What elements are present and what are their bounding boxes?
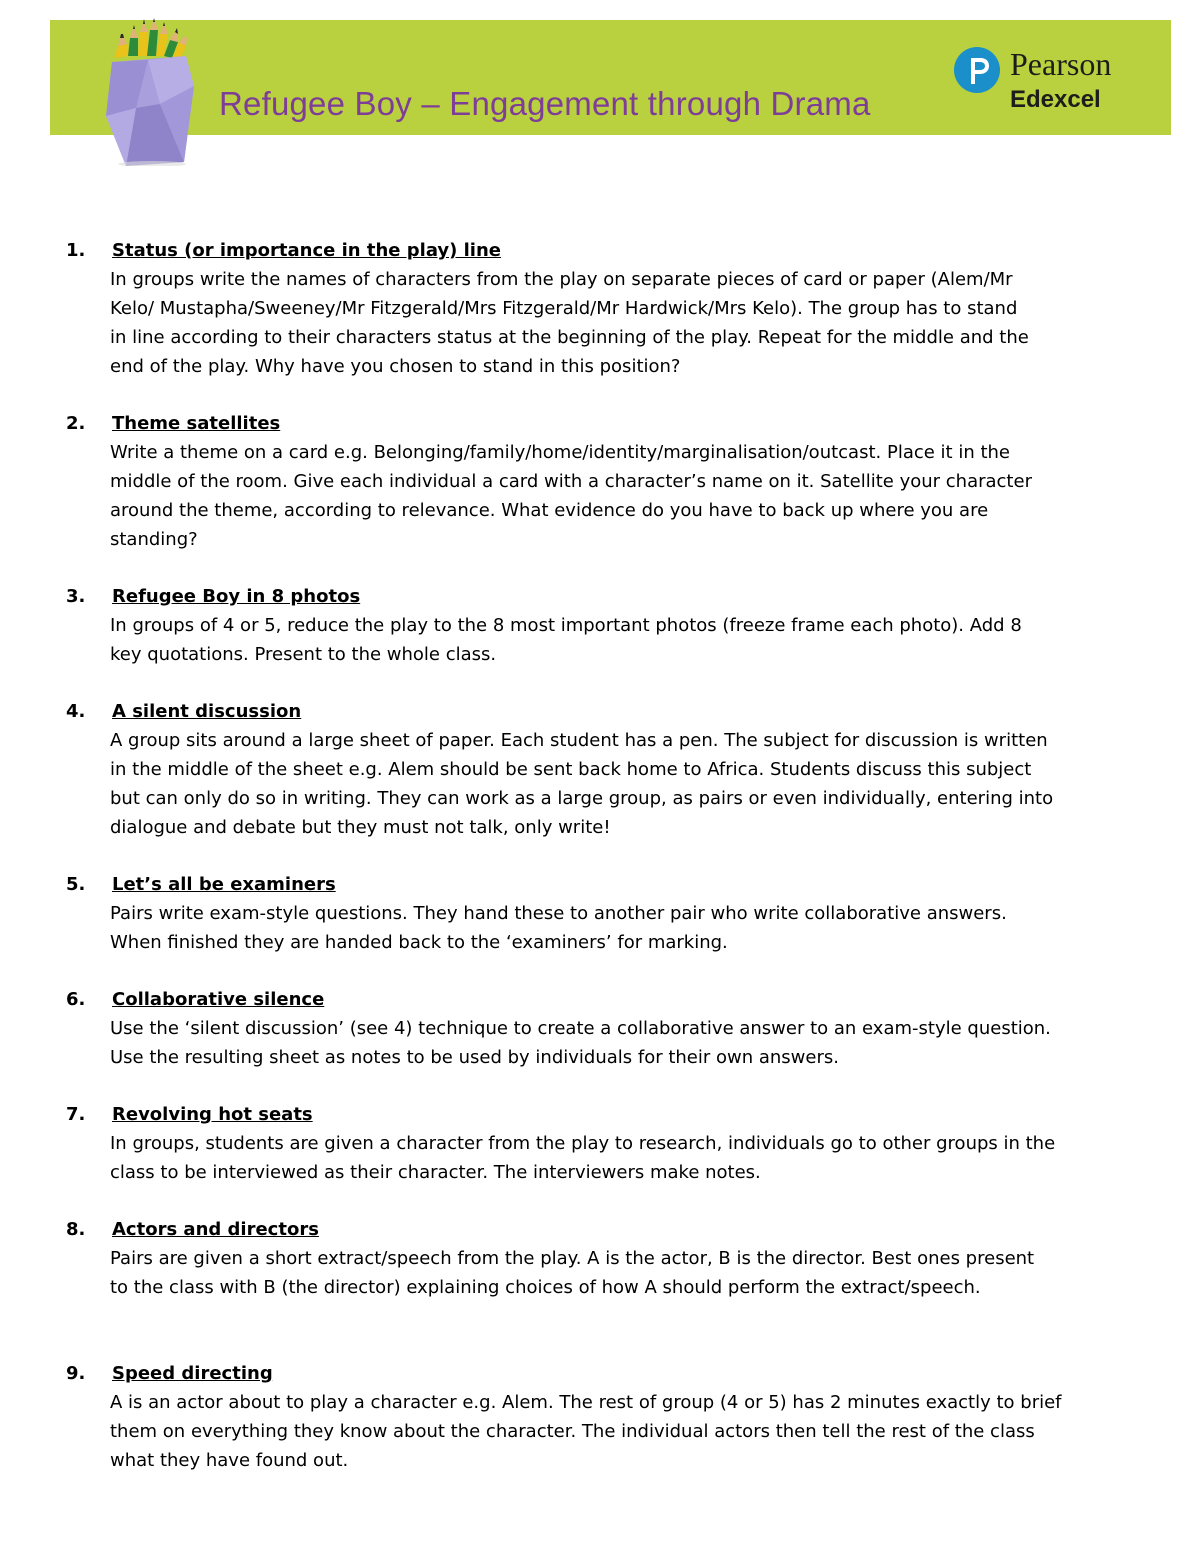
spacer (62, 842, 1122, 870)
activity-line: dialogue and debate but they must not talk, only write! (110, 817, 611, 838)
activity-line: but can only do so in writing. They can work as a large group, as pairs or even individually, entering into (110, 788, 1054, 809)
activity-item (62, 582, 1122, 669)
activity-title: Collaborative silence (112, 989, 325, 1010)
activity-line: In groups write the names of characters from the play on separate pieces of card or paper (Alem/Mr (110, 269, 1013, 290)
spacer (62, 554, 1122, 582)
top-divider (76, 0, 226, 2)
activity-line: Write a theme on a card e.g. Belonging/family/home/identity/marginalisation/outcast. Place it in the (110, 442, 1010, 463)
activity-title: Refugee Boy in 8 photos (112, 586, 361, 607)
activity-line: class to be interviewed as their character. The interviewers make notes. (110, 1162, 761, 1183)
activity-number: 6. (66, 989, 86, 1010)
activity-line: A is an actor about to play a character e.g. Alem. The rest of group (4 or 5) has 2 minutes exactly to brief (110, 1392, 1062, 1413)
activity-line: Use the resulting sheet as notes to be used by individuals for their own answers. (110, 1047, 839, 1068)
activity-number: 4. (66, 701, 86, 722)
brand-name: Pearson (1010, 46, 1112, 82)
activity-line: them on everything they know about the character. The individual actors then tell the rest of the class (110, 1421, 1035, 1442)
activity-item (62, 1215, 1122, 1302)
spacer (62, 1302, 1122, 1359)
activity-line: end of the play. Why have you chosen to stand in this position? (110, 356, 681, 377)
activity-line: Use the ‘silent discussion’ (see 4) technique to create a collaborative answer to an exam-style question. (110, 1018, 1051, 1039)
brand-subtitle: Edexcel (1010, 86, 1101, 113)
spacer (62, 957, 1122, 985)
activity-line: Pairs write exam-style questions. They hand these to another pair who write collaborative answers. (110, 903, 1007, 924)
activity-number: 3. (66, 586, 86, 607)
activity-line: around the theme, according to relevance. What evidence do you have to back up where you are (110, 500, 989, 521)
activity-line: In groups of 4 or 5, reduce the play to the 8 most important photos (freeze frame each photo). Add 8 (110, 615, 1022, 636)
activity-title: Theme satellites (112, 413, 281, 434)
spacer (62, 381, 1122, 409)
activity-number: 2. (66, 413, 86, 434)
activity-number: 7. (66, 1104, 86, 1125)
activity-title: Actors and directors (112, 1219, 319, 1240)
activity-number: 1. (66, 240, 86, 261)
pearson-logo-icon (953, 46, 1001, 94)
activity-line: middle of the room. Give each individual a card with a character’s name on it. Satellite your character (110, 471, 1032, 492)
activity-item (62, 697, 1122, 842)
spacer (62, 1072, 1122, 1100)
activity-line: in line according to their characters status at the beginning of the play. Repeat for the middle and the (110, 327, 1029, 348)
activity-number: 5. (66, 874, 86, 895)
activity-number: 9. (66, 1363, 86, 1384)
activity-line: standing? (110, 529, 198, 550)
activity-item (62, 870, 1122, 957)
pencil-pot-icon (100, 16, 210, 166)
activity-line: In groups, students are given a character from the play to research, individuals go to other groups in the (110, 1133, 1056, 1154)
activity-number: 8. (66, 1219, 86, 1240)
activity-line: in the middle of the sheet e.g. Alem should be sent back home to Africa. Students discuss this subject (110, 759, 1032, 780)
activity-line: A group sits around a large sheet of paper. Each student has a pen. The subject for discussion is written (110, 730, 1048, 751)
activity-title: Revolving hot seats (112, 1104, 313, 1125)
activity-line: When finished they are handed back to the ‘examiners’ for marking. (110, 932, 728, 953)
spacer (62, 1187, 1122, 1215)
activity-item (62, 409, 1122, 554)
activity-title: Let’s all be examiners (112, 874, 336, 895)
spacer (62, 669, 1122, 697)
activity-title: A silent discussion (112, 701, 302, 722)
activity-line: to the class with B (the director) explaining choices of how A should perform the extract/speech. (110, 1277, 981, 1298)
activity-item (62, 1100, 1122, 1187)
page-title: Refugee Boy – Engagement through Drama (219, 85, 871, 122)
activity-line: what they have found out. (110, 1450, 349, 1471)
activity-title: Status (or importance in the play) line (112, 240, 501, 261)
activity-line: Pairs are given a short extract/speech from the play. A is the actor, B is the director. Best ones present (110, 1248, 1035, 1269)
activity-list (62, 236, 1122, 1475)
activity-line: key quotations. Present to the whole class. (110, 644, 497, 665)
activity-title: Speed directing (112, 1363, 273, 1384)
activity-item (62, 1359, 1122, 1475)
activity-item (62, 985, 1122, 1072)
activity-item (62, 236, 1122, 381)
activity-line: Kelo/ Mustapha/Sweeney/Mr Fitzgerald/Mrs Fitzgerald/Mr Hardwick/Mrs Kelo). The group has to stand (110, 298, 1018, 319)
